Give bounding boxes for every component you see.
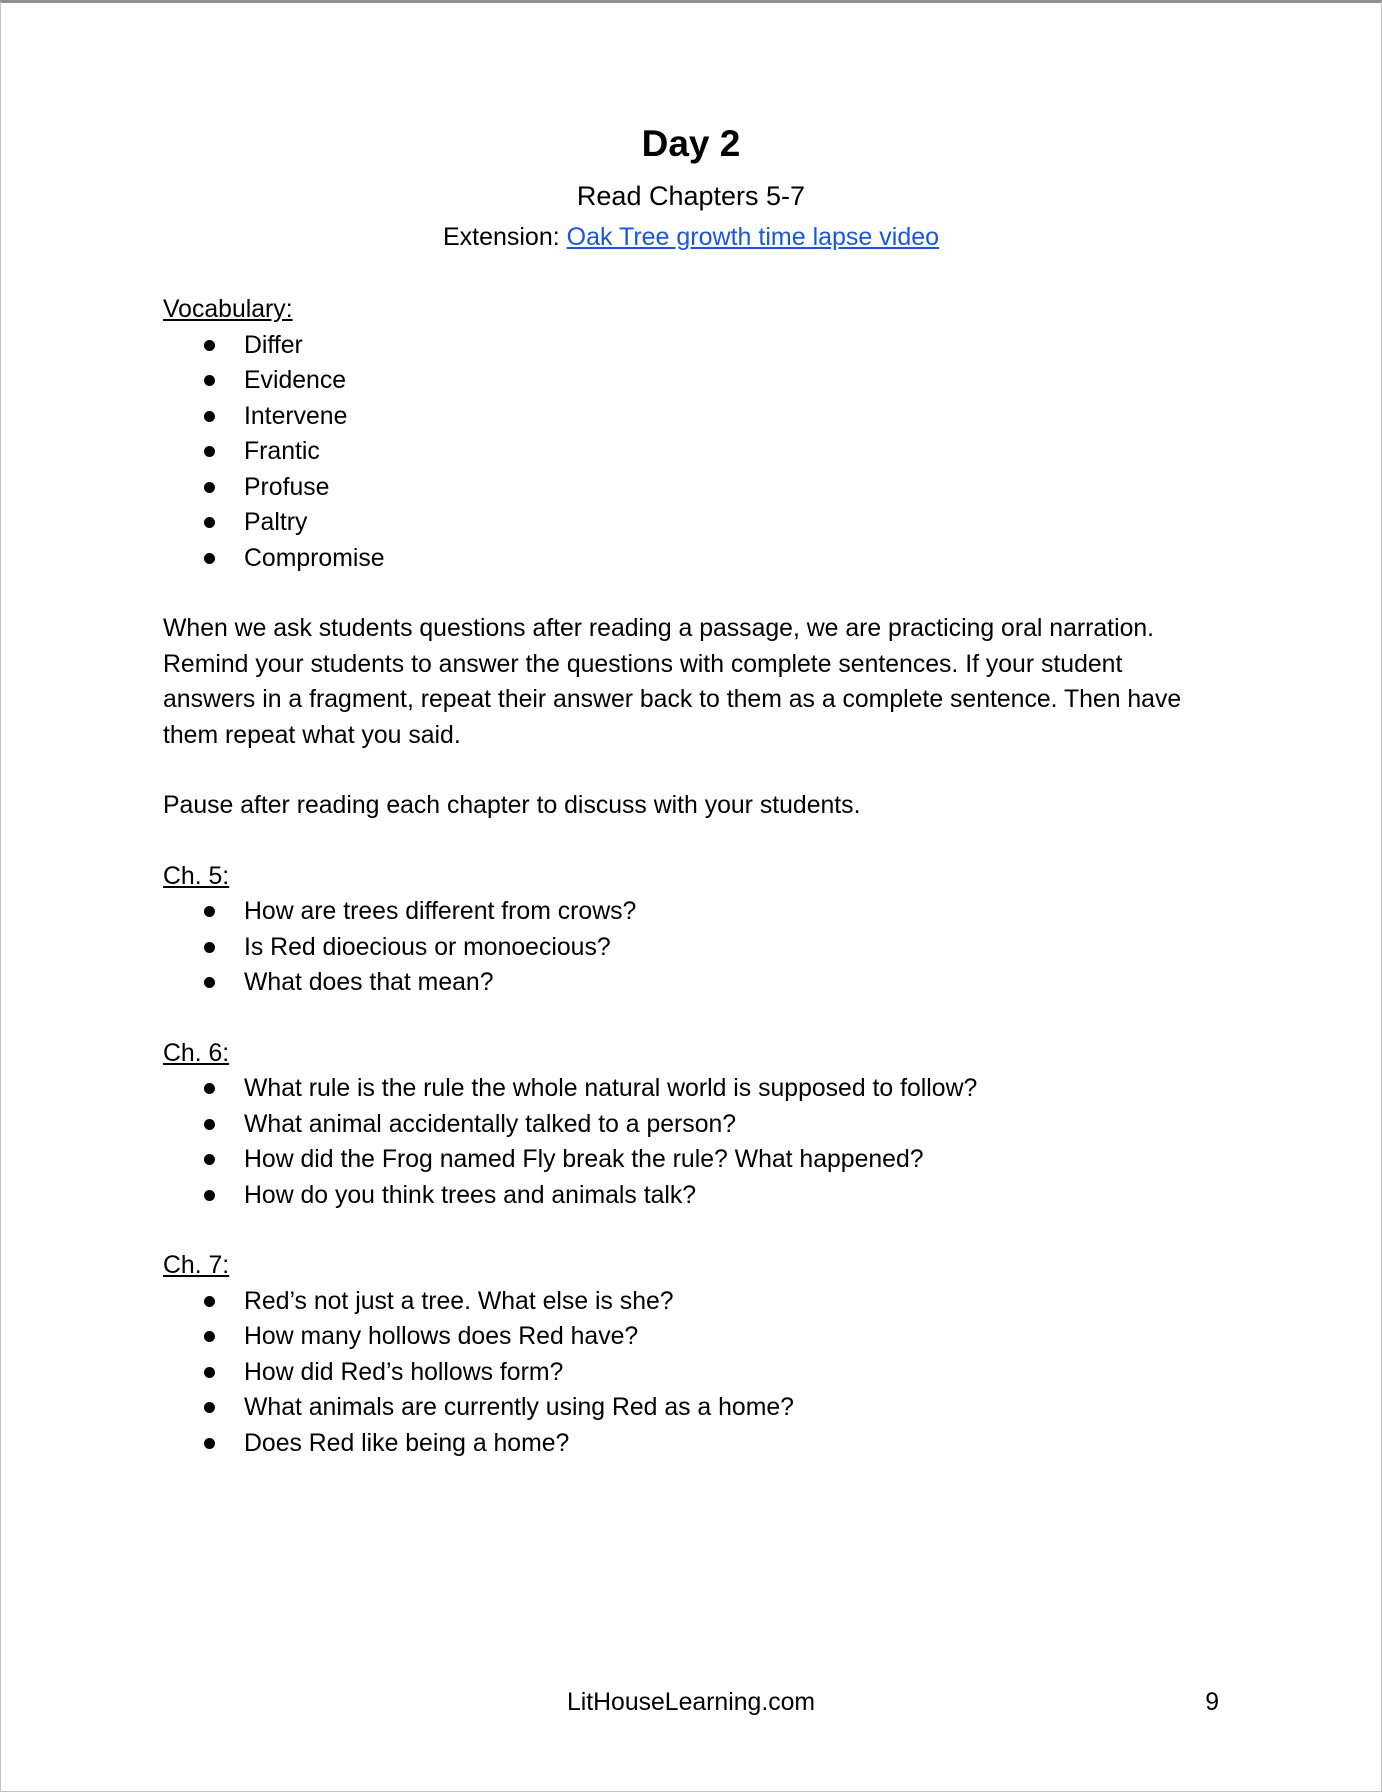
vocabulary-heading: Vocabulary:: [163, 296, 293, 323]
list-item: Does Red like being a home?: [244, 1426, 1219, 1462]
pause-note-paragraph: Pause after reading each chapter to discuss with your students.: [163, 792, 861, 819]
vocabulary-item: Evidence: [244, 363, 1219, 399]
list-item: What rule is the rule the whole natural world is supposed to follow?: [244, 1071, 1219, 1107]
list-item: Red’s not just a tree. What else is she?: [244, 1284, 1219, 1320]
chapter-6-heading: Ch. 6:: [163, 1039, 230, 1067]
page-title: Day 2: [641, 123, 741, 164]
chapter-7-heading: Ch. 7:: [163, 1252, 230, 1279]
chapter-5-heading: Ch. 5:: [163, 862, 230, 890]
extension-line: [163, 217, 1219, 257]
list-item: Is Red dioecious or monoecious?: [244, 930, 1219, 966]
vocabulary-item: Compromise: [244, 541, 1219, 577]
vocabulary-item: Intervene: [244, 399, 1219, 435]
footer-site-name: LitHouseLearning.com: [566, 1689, 816, 1716]
chapter-5-questions: [163, 894, 1219, 1001]
vocabulary-item: Profuse: [244, 470, 1219, 506]
reading-assignment: Read Chapters 5-7: [576, 181, 806, 211]
list-item: How did the Frog named Fly break the rule? What happened?: [244, 1142, 1219, 1178]
list-item: How did Red’s hollows form?: [244, 1355, 1219, 1391]
vocabulary-item: Paltry: [244, 505, 1219, 541]
oral-narration-paragraph: When we ask students questions after reading a passage, we are practicing oral narration. Remind your students to answer the questions with complete sentences. If your student answers in a fragment, repeat their answer back to them as a complete sentence. Then have them repeat what you said.: [163, 615, 1182, 749]
vocabulary-item: Frantic: [244, 434, 1219, 470]
vocabulary-list: [163, 328, 1219, 577]
extension-label: Extension:: [442, 223, 567, 251]
list-item: How are trees different from crows?: [244, 894, 1219, 930]
chapter-7-questions: [163, 1284, 1219, 1462]
list-item: What animal accidentally talked to a person?: [244, 1107, 1219, 1143]
list-item: How do you think trees and animals talk?: [244, 1178, 1219, 1214]
list-item: What does that mean?: [244, 965, 1219, 1001]
page-footer: [163, 1685, 1219, 1721]
page-number: 9: [1205, 1689, 1219, 1716]
vocabulary-item: Differ: [244, 328, 1219, 364]
list-item: What animals are currently using Red as a home?: [244, 1390, 1219, 1426]
chapter-6-questions: [163, 1071, 1219, 1213]
list-item: How many hollows does Red have?: [244, 1319, 1219, 1355]
extension-link[interactable]: Oak Tree growth time lapse video: [566, 223, 940, 251]
